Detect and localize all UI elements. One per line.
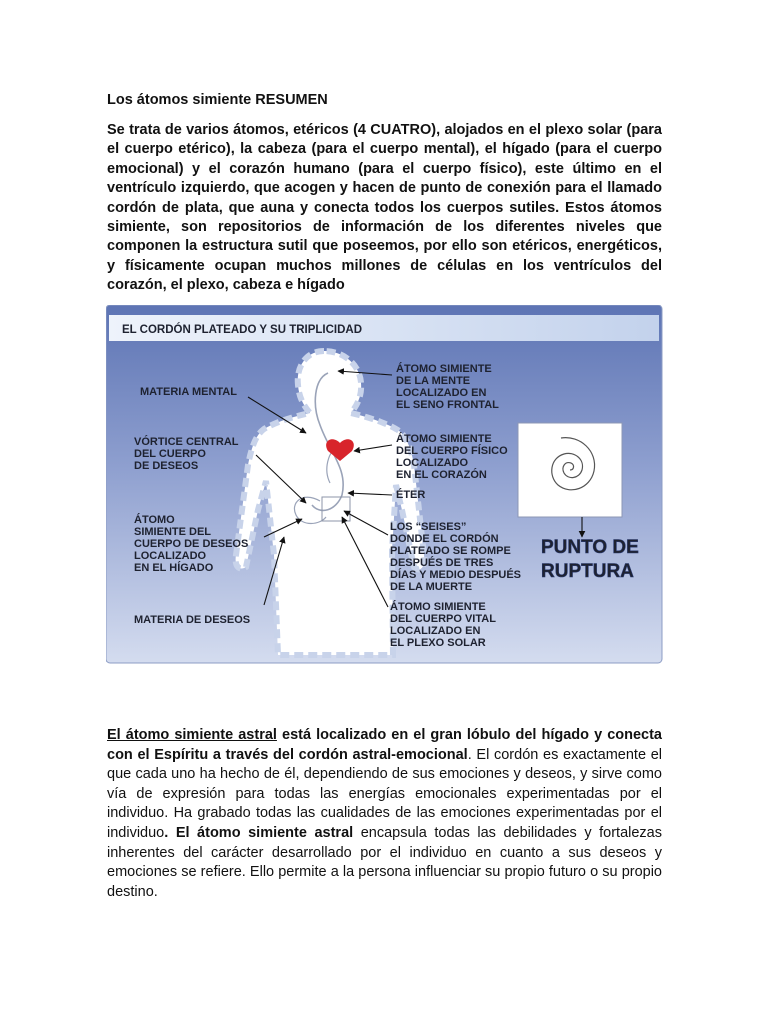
diagram-canvas [106, 305, 664, 667]
svg-text:ÁTOMO SIMIENTE: ÁTOMO SIMIENTE [396, 363, 492, 375]
svg-text:ÁTOMO: ÁTOMO [134, 514, 175, 526]
label-atomo-vital [390, 600, 496, 649]
svg-text:DE DESEOS: DE DESEOS [134, 460, 199, 472]
astral-atom-heading: El átomo simiente astral [107, 727, 277, 743]
silver-cord-diagram [106, 305, 664, 667]
svg-text:LOS “SEISES”: LOS “SEISES” [390, 521, 467, 533]
astral-atom-location: está localizado en el gran lóbulo del hígado y conecta con el Espíritu a través del cordón astral-emocional [107, 727, 662, 763]
svg-text:PLATEADO SE ROMPE: PLATEADO SE ROMPE [390, 545, 511, 557]
svg-text:DEL CUERPO FÍSICO: DEL CUERPO FÍSICO [396, 445, 508, 457]
astral-atom-emphasis: . El átomo simiente astral [164, 824, 354, 841]
svg-text:DEL CUERPO VITAL: DEL CUERPO VITAL [390, 613, 496, 625]
document-title: Los átomos simiente RESUMEN [107, 92, 328, 108]
label-eter [396, 488, 425, 501]
label-materia-mental [140, 386, 237, 398]
svg-text:ÁTOMO SIMIENTE: ÁTOMO SIMIENTE [390, 601, 486, 613]
svg-text:DESPUÉS DE TRES: DESPUÉS DE TRES [390, 557, 494, 569]
svg-text:RUPTURA: RUPTURA [541, 561, 634, 582]
astral-atom-closing: encapsula todas las debilidades y fortalezas inherentes del carácter desarrollado por el individuo en cuanto a sus deseos y emociones se refiere. Ello permite a la persona influenciar su propio futuro o su propio destino. [107, 824, 663, 900]
intro-paragraph: Se trata de varios átomos, etéricos (4 CUATRO), alojados en el plexo solar (para el cuerpo etérico), la cabeza (para el cuerpo mental), el hígado (para el cuerpo emocional) y el corazón humano (para el cuerpo físico), este último en el ventrículo izquierdo, que acogen y hacen de punto de conexión para el llamado cordón de plata, que auna y conecta todos los cuerpos sutiles. Estos átomos simiente, son repositorios de información de los diferentes niveles que componen la estructura sutil que poseemos, por ello son etéricos, energéticos, y físicamente ocupan muchos millones de células en los ventrículos del corazón, el plexo, cabeza e hígado [107, 122, 662, 294]
svg-text:MATERIA DE DESEOS: MATERIA DE DESEOS [134, 614, 251, 626]
diagram-header: EL CORDÓN PLATEADO Y SU TRIPLICIDAD [122, 324, 363, 336]
svg-text:SIMIENTE DEL: SIMIENTE DEL [134, 526, 212, 538]
label-atomo-mente [396, 362, 499, 411]
svg-text:DONDE EL CORDÓN: DONDE EL CORDÓN [390, 533, 499, 545]
svg-text:LOCALIZADO EN: LOCALIZADO EN [390, 625, 481, 637]
astral-seed-atom-paragraph [107, 726, 662, 902]
svg-text:EN EL CORAZÓN: EN EL CORAZÓN [396, 469, 487, 481]
svg-text:EL PLEXO SOLAR: EL PLEXO SOLAR [390, 637, 486, 649]
label-materia-deseos [134, 614, 250, 626]
svg-text:DEL CUERPO: DEL CUERPO [134, 448, 206, 460]
svg-text:ÁTOMO SIMIENTE: ÁTOMO SIMIENTE [396, 433, 492, 445]
svg-text:PUNTO DE: PUNTO DE [541, 537, 639, 558]
svg-text:LOCALIZADO: LOCALIZADO [134, 550, 207, 562]
svg-text:VÓRTICE CENTRAL: VÓRTICE CENTRAL [134, 436, 239, 448]
svg-text:LOCALIZADO EN: LOCALIZADO EN [396, 387, 487, 399]
svg-text:CUERPO DE DESEOS: CUERPO DE DESEOS [134, 538, 249, 550]
astral-cord-description: . El cordón es exactamente el que cada uno ha hecho de él, dependiendo de sus emociones y deseos, y sirve como vía de expresión para todas las energías emocionales experimentadas por el individuo. Ha grabado todas las cualidades de las emociones experimentadas por el individuo [107, 746, 662, 841]
svg-text:DE LA MUERTE: DE LA MUERTE [390, 581, 473, 593]
svg-text:EL SENO FRONTAL: EL SENO FRONTAL [396, 399, 499, 411]
svg-text:LOCALIZADO: LOCALIZADO [396, 457, 469, 469]
svg-text:MATERIA MENTAL: MATERIA MENTAL [140, 386, 237, 398]
svg-text:EN EL HÍGADO: EN EL HÍGADO [134, 562, 214, 574]
svg-text:ÉTER: ÉTER [396, 489, 426, 501]
svg-text:DE LA MENTE: DE LA MENTE [396, 375, 471, 387]
svg-text:DÍAS Y MEDIO DESPUÉS: DÍAS Y MEDIO DESPUÉS [390, 569, 522, 581]
